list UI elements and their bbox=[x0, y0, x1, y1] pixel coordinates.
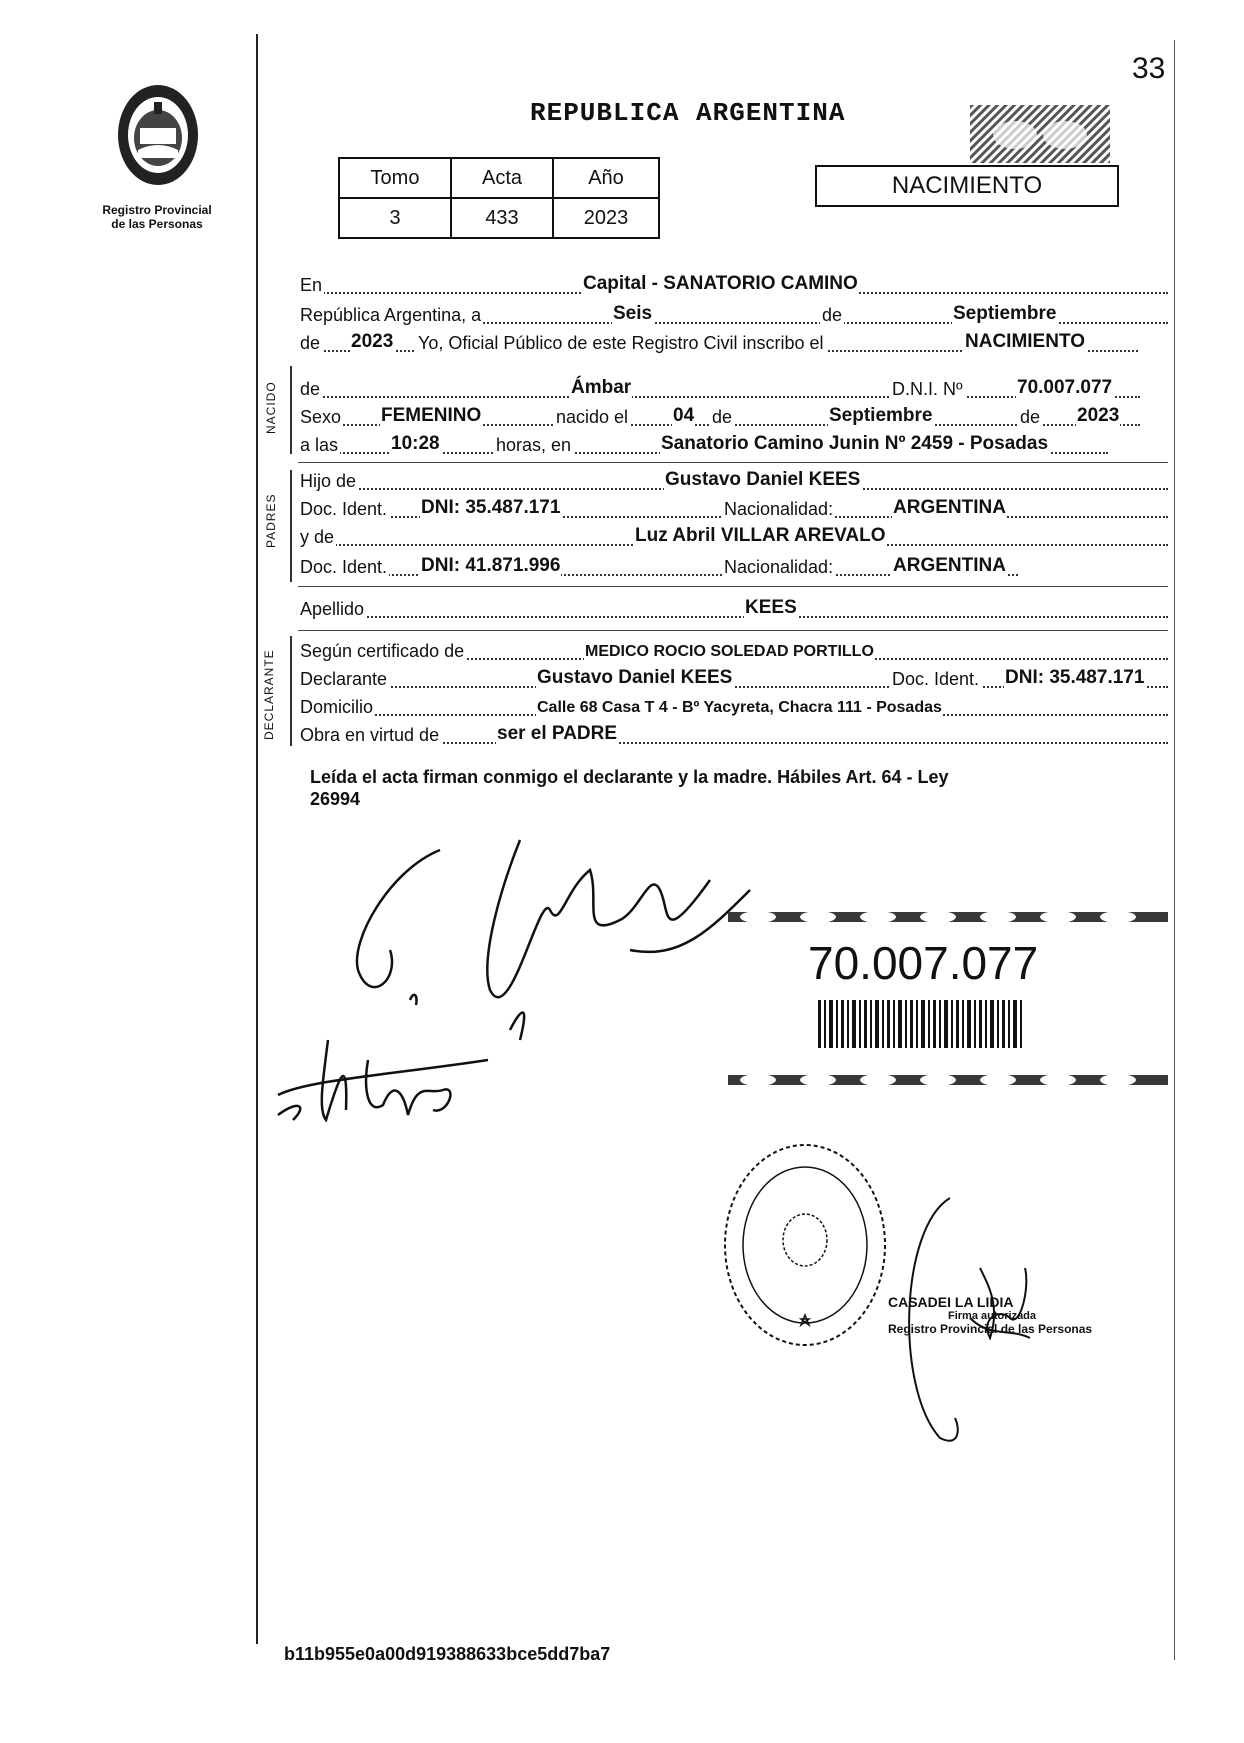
row-republica bbox=[300, 302, 1168, 328]
label-declarante-doc: Doc. Ident. bbox=[892, 669, 980, 689]
row-nacido-name bbox=[300, 376, 1168, 402]
value-father-name: Gustavo Daniel KEES bbox=[665, 469, 861, 490]
value-child-name: Ámbar bbox=[571, 377, 632, 398]
label-father-doc: Doc. Ident. bbox=[300, 499, 388, 519]
row-hijo-de bbox=[300, 468, 1168, 494]
separator-apellido bbox=[298, 630, 1168, 631]
table-value-tomo: 3 bbox=[339, 198, 451, 238]
label-certificado: Según certificado de bbox=[300, 641, 465, 661]
value-place: Capital - SANATORIO CAMINO bbox=[583, 273, 858, 294]
section-label-padres: PADRES bbox=[264, 493, 278, 548]
label-father-nationality: Nacionalidad: bbox=[724, 499, 834, 519]
label-nacido-de: de bbox=[300, 379, 321, 399]
label-en: En bbox=[300, 275, 323, 295]
row-apellido bbox=[300, 596, 1168, 622]
row-declarante bbox=[300, 666, 1168, 692]
label-nacido-el: nacido el bbox=[556, 407, 629, 427]
label-obra: Obra en virtud de bbox=[300, 725, 440, 745]
declarant-signature bbox=[330, 830, 790, 1050]
mother-signature bbox=[268, 1020, 508, 1130]
label-birth-de2: de bbox=[1020, 407, 1041, 427]
value-year: 2023 bbox=[351, 331, 394, 352]
signature-scribble-icon bbox=[330, 830, 790, 1050]
security-pattern-icon bbox=[970, 105, 1110, 163]
sticker-number: 70.007.077 bbox=[808, 937, 1039, 989]
official-role: Firma autorizada bbox=[948, 1310, 1037, 1322]
section-label-nacido: NACIDO bbox=[264, 381, 278, 434]
label-a-las: a las bbox=[300, 435, 339, 455]
value-act-type: NACIMIENTO bbox=[965, 331, 1085, 352]
value-mother-nationality: ARGENTINA bbox=[893, 555, 1006, 576]
document-hash: b11b955e0a00d919388633bce5dd7ba7 bbox=[284, 1644, 611, 1664]
label-y-de: y de bbox=[300, 527, 335, 547]
official-org: Registro Provincial de las Personas bbox=[888, 1322, 1093, 1336]
province-logo bbox=[108, 80, 208, 195]
value-child-dni: 70.007.077 bbox=[1017, 377, 1113, 398]
value-father-doc: DNI: 35.487.171 bbox=[421, 497, 561, 518]
row-obra bbox=[300, 722, 1168, 748]
value-mother-doc: DNI: 41.871.996 bbox=[421, 555, 561, 576]
section-bracket-padres bbox=[290, 470, 292, 582]
value-declarante-name: Gustavo Daniel KEES bbox=[537, 667, 733, 688]
label-horas: horas, en bbox=[496, 435, 572, 455]
logo-caption-line1: Registro Provincial bbox=[102, 203, 212, 217]
value-month-text: Septiembre bbox=[953, 303, 1057, 324]
label-dni: D.N.I. Nº bbox=[892, 379, 963, 399]
label-year-de: de bbox=[300, 333, 321, 353]
table-value-acta: 433 bbox=[451, 198, 553, 238]
row-sexo bbox=[300, 404, 1168, 430]
closing-text-line1: Leída el acta firman conmigo el declarante y la madre. Hábiles Art. 64 - Ley bbox=[310, 767, 949, 787]
value-sexo: FEMENINO bbox=[381, 405, 482, 426]
label-declarante: Declarante bbox=[300, 669, 388, 689]
value-apellido: KEES bbox=[745, 597, 797, 618]
document-title: REPUBLICA ARGENTINA bbox=[530, 98, 846, 128]
security-emblem bbox=[970, 105, 1110, 163]
row-certificado bbox=[300, 638, 1168, 664]
row-hora bbox=[300, 432, 1168, 458]
dni-sticker bbox=[728, 900, 1180, 1100]
table-header-anio: Año bbox=[553, 158, 659, 198]
row-father-doc bbox=[300, 496, 1168, 522]
logo-caption bbox=[92, 203, 222, 231]
value-time: 10:28 bbox=[391, 433, 440, 454]
table-value-anio: 2023 bbox=[553, 198, 659, 238]
value-certificado: MEDICO ROCIO SOLEDAD PORTILLO bbox=[585, 643, 874, 660]
row-y-de bbox=[300, 524, 1168, 550]
table-header-tomo: Tomo bbox=[339, 158, 451, 198]
table-header-acta: Acta bbox=[451, 158, 553, 198]
closing-text bbox=[310, 766, 1150, 810]
label-birth-de: de bbox=[712, 407, 733, 427]
row-year bbox=[300, 330, 1168, 356]
right-margin-line bbox=[1174, 40, 1175, 1660]
value-domicilio: Calle 68 Casa T 4 - Bº Yacyreta, Chacra 111 - Posadas bbox=[537, 699, 942, 716]
section-bracket-declarante bbox=[290, 636, 292, 746]
label-mother-nationality: Nacionalidad: bbox=[724, 557, 834, 577]
separator-padres bbox=[298, 586, 1168, 587]
label-republica: República Argentina, a bbox=[300, 305, 482, 325]
closing-text-line2: 26994 bbox=[310, 789, 361, 809]
sanatorio-stamp bbox=[720, 1140, 890, 1350]
section-label-declarante: DECLARANTE bbox=[262, 649, 276, 740]
label-mother-doc: Doc. Ident. bbox=[300, 557, 388, 577]
label-de: de bbox=[822, 305, 843, 325]
value-obra: ser el PADRE bbox=[497, 723, 618, 744]
separator-nacido bbox=[298, 462, 1168, 463]
label-sexo: Sexo bbox=[300, 407, 342, 427]
value-birth-year: 2023 bbox=[1077, 405, 1120, 426]
left-margin-line bbox=[256, 34, 258, 1644]
label-hijo-de: Hijo de bbox=[300, 471, 357, 491]
row-en bbox=[300, 272, 1168, 298]
official-name: CASADEI LA LIDIA bbox=[888, 1294, 1014, 1310]
document-type-box: NACIMIENTO bbox=[815, 165, 1119, 207]
value-birth-month: Septiembre bbox=[829, 405, 933, 426]
row-mother-doc bbox=[300, 554, 1168, 580]
label-apellido: Apellido bbox=[300, 599, 365, 619]
coat-of-arms-icon bbox=[108, 80, 208, 195]
sticker-border-pattern-icon bbox=[728, 900, 1180, 1100]
value-birth-day: 04 bbox=[673, 405, 695, 426]
value-birth-place: Sanatorio Camino Junin Nº 2459 - Posadas bbox=[661, 433, 1049, 454]
logo-caption-line2: de las Personas bbox=[111, 217, 203, 231]
page-number: 33 bbox=[1132, 52, 1166, 85]
label-domicilio: Domicilio bbox=[300, 697, 374, 717]
value-declarante-doc: DNI: 35.487.171 bbox=[1005, 667, 1145, 688]
row-domicilio bbox=[300, 694, 1168, 720]
label-inscribe: Yo, Oficial Público de este Registro Civil inscribo el bbox=[418, 333, 824, 353]
value-mother-name: Luz Abril VILLAR AREVALO bbox=[635, 525, 886, 546]
official-name-stamp bbox=[888, 1294, 1148, 1336]
round-seal-icon bbox=[720, 1140, 890, 1350]
registry-table bbox=[338, 157, 660, 239]
value-father-nationality: ARGENTINA bbox=[893, 497, 1006, 518]
section-bracket-nacido bbox=[290, 366, 292, 454]
value-day-text: Seis bbox=[613, 303, 653, 324]
signature-scribble-icon bbox=[268, 1020, 508, 1130]
